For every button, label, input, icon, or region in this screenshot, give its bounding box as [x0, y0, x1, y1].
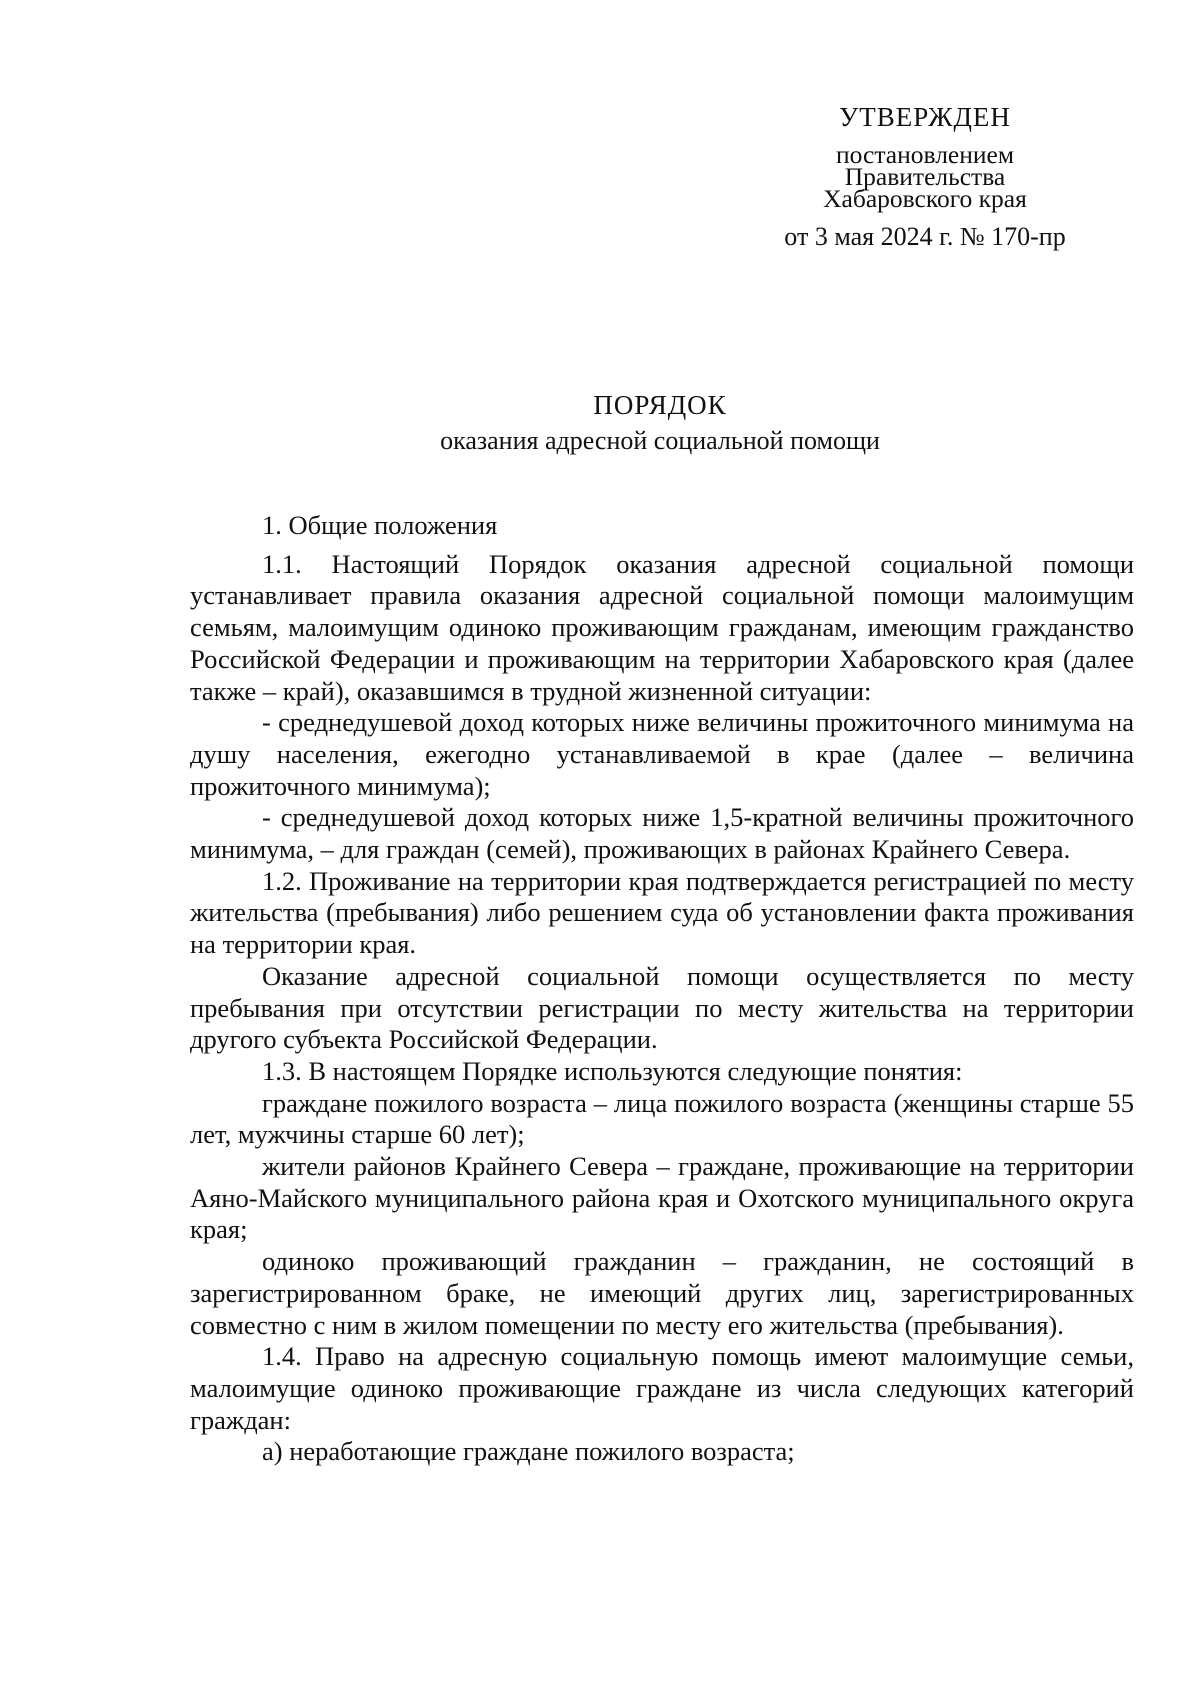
definition-far-north: жители районов Крайнего Севера – граждане, проживающие на территории Аяно-Майского муниципального района края и Охотского муниципального округа края; [190, 1151, 1134, 1245]
document-title-block [190, 388, 1130, 458]
section-heading: 1. Общие положения [262, 510, 498, 540]
paragraph-1-3: 1.3. В настоящем Порядке используются следующие понятия: [262, 1055, 963, 1086]
definition-single-citizen: одиноко проживающий гражданин – гражданин, не состоящий в зарегистрированном браке, не имеющий других лиц, зарегистрированных совместно с ним в жилом помещении по месту его жительства (пребывания). [190, 1246, 1134, 1340]
approved-heading: УТВЕРЖДЕН [839, 102, 1011, 132]
paragraph-bullet-2: - среднедушевой доход которых ниже 1,5-кратной величины прожиточного минимума, – для граждан (семей), проживающих в районах Крайнего Севера. [190, 802, 1134, 865]
approval-line-region: Хабаровского края [823, 184, 1027, 213]
paragraph-1-2-continued: Оказание адресной социальной помощи осуществляется по месту пребывания при отсутствии регистрации по месту жительства на территории другого субъекта Российской Федерации. [190, 960, 1134, 1055]
approval-line-resolution: постановлением [835, 140, 1014, 169]
document-title: ПОРЯДОК [593, 390, 727, 420]
approval-line-government: Правительства [844, 162, 1006, 191]
paragraph-1-2: 1.2. Проживание на территории края подтверждается регистрацией по месту жительства (пребывания) либо решением суда об установлении факта проживания на территории края. [190, 865, 1134, 960]
paragraph-bullet-1: - среднедушевой доход которых ниже величины прожиточного минимума на душу населения, ежегодно устанавливаемой в крае (далее – величина прожиточного минимума); [190, 707, 1134, 801]
approval-stamp-block [760, 102, 1090, 251]
paragraph-1-1: 1.1. Настоящий Порядок оказания адресной социальной помощи устанавливает правила оказания адресной социальной помощи малоимущим семьям, малоимущим одиноко проживающим гражданам, имеющим гражданство Российской Федерации и проживающим на территории Хабаровского края (далее также – край), оказавшимся в трудной жизненной ситуации: [190, 548, 1134, 706]
approval-date: от 3 мая 2024 г. № 170-пр [784, 222, 1066, 251]
paragraph-1-4: 1.4. Право на адресную социальную помощь имеют малоимущие семьи, малоимущие одиноко проживающие граждане из числа следующих категорий граждан: [190, 1341, 1134, 1435]
definition-elderly: граждане пожилого возраста – лица пожилого возраста (женщины старше 55 лет, мужчины старше 60 лет); [190, 1087, 1134, 1150]
document-body [190, 510, 1134, 1468]
list-item-a: а) неработающие граждане пожилого возраста; [262, 1436, 795, 1467]
document-subtitle: оказания адресной социальной помощи [440, 426, 880, 455]
